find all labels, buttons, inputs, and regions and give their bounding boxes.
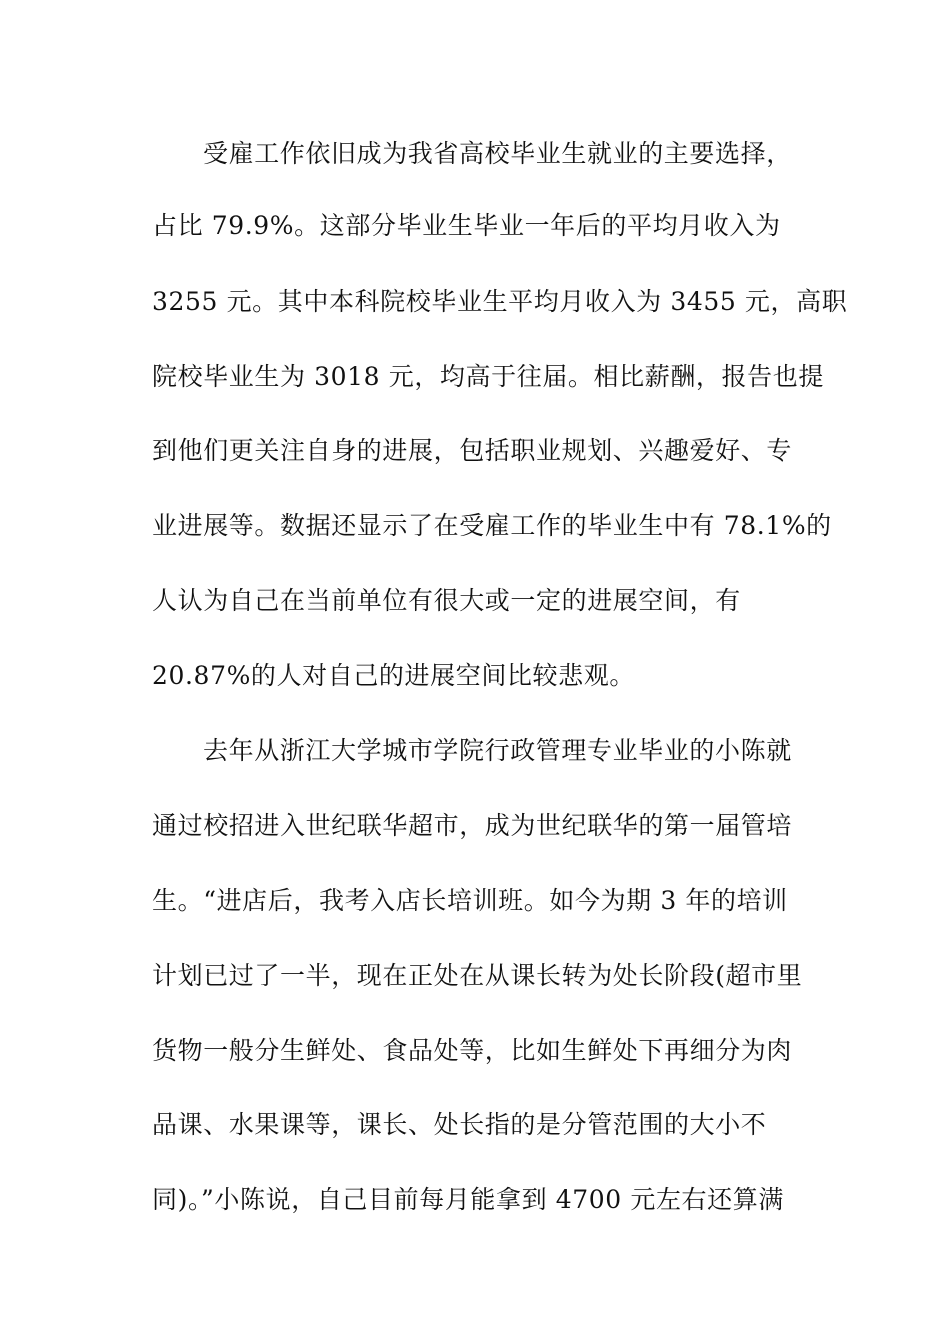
paragraph-1-line-2: 占比 79.9%。这部分毕业生毕业一年后的平均月收入为: [152, 211, 781, 240]
paragraph-2-line-4: 计划已过了一半，现在正处在从课长转为处长阶段(超市里: [152, 961, 803, 990]
paragraph-1-line-3: 3255 元。其中本科院校毕业生平均月收入为 3455 元，高职: [152, 287, 848, 316]
paragraph-1-line-4: 院校毕业生为 3018 元，均高于往届。相比薪酬，报告也提: [152, 362, 824, 391]
paragraph-2-line-1: 去年从浙江大学城市学院行政管理专业毕业的小陈就: [203, 736, 792, 765]
paragraph-2-line-3: 生。“进店后，我考入店长培训班。如今为期 3 年的培训: [152, 886, 788, 915]
paragraph-2-line-7: 同)。”小陈说，自己目前每月能拿到 4700 元左右还算满: [152, 1185, 784, 1214]
paragraph-2-line-6: 品课、水果课等，课长、处长指的是分管范围的大小不: [152, 1110, 767, 1139]
paragraph-1-line-1: 受雇工作依旧成为我省高校毕业生就业的主要选择，: [203, 139, 792, 168]
paragraph-1-line-6: 业进展等。数据还显示了在受雇工作的毕业生中有 78.1%的: [152, 511, 832, 540]
paragraph-2-line-2: 通过校招进入世纪联华超市，成为世纪联华的第一届管培: [152, 811, 793, 840]
paragraph-1-line-5: 到他们更关注自身的进展，包括职业规划、兴趣爱好、专: [152, 436, 793, 465]
paragraph-2-line-5: 货物一般分生鲜处、食品处等，比如生鲜处下再细分为肉: [152, 1036, 793, 1065]
paragraph-1-line-8: 20.87%的人对自己的进展空间比较悲观。: [152, 661, 635, 690]
paragraph-1-line-7: 人认为自己在当前单位有很大或一定的进展空间，有: [152, 586, 741, 615]
